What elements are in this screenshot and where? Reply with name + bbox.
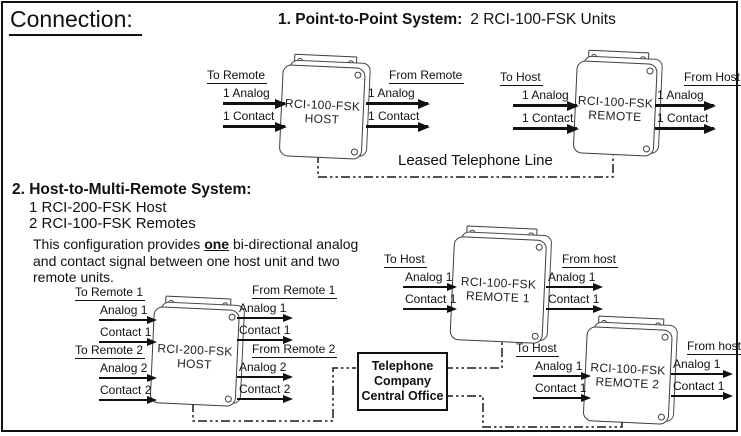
leased-line-label: Leased Telephone Line — [398, 152, 553, 169]
arrow-right-icon — [237, 317, 291, 319]
signal-group-s2-remote2-in — [516, 342, 589, 399]
device-front-panel — [279, 64, 366, 160]
signal-label: Analog 1 — [100, 303, 148, 317]
screw-icon — [536, 244, 543, 251]
signal-group-s2-host-out2 — [237, 342, 336, 400]
arrow-right-icon — [237, 398, 291, 400]
central-office-line3: Central Office — [361, 389, 444, 403]
signal-label: Analog 1 — [673, 357, 721, 371]
device-role: REMOTE 1 — [465, 288, 531, 306]
device-label — [577, 93, 654, 124]
device-rci-100-fsk-remote-2 — [583, 315, 674, 425]
device-role: REMOTE — [588, 107, 642, 124]
arrow-right-icon — [403, 308, 455, 310]
arrow-right-icon — [237, 376, 291, 378]
office-to-remote1-line — [444, 339, 502, 368]
device-model: RCI-100-FSK — [460, 274, 537, 292]
device-front-panel — [449, 236, 547, 344]
arrow-right-icon — [403, 286, 455, 288]
arrow-right-icon — [513, 104, 577, 107]
signal-group-header: To Host — [384, 252, 425, 266]
device-model: RCI-200-FSK — [157, 340, 234, 359]
signal-label: 1 Contact — [223, 109, 275, 123]
signal-label: 1 Contact — [368, 109, 420, 123]
device-front-panel — [150, 306, 240, 407]
arrow-right-icon — [99, 399, 155, 401]
arrow-right-icon — [99, 377, 155, 379]
signal-group-header: From Remote 2 — [252, 342, 336, 356]
signal-label: Analog 2 — [239, 360, 287, 374]
signal-label: Analog 1 — [548, 270, 596, 284]
signal-group-s2-remote1-out — [546, 252, 617, 310]
device-label — [589, 360, 666, 391]
device-rci-100-fsk-remote — [573, 49, 659, 157]
device-model: RCI-100-FSK — [284, 96, 361, 114]
signal-group-s1-remote-out — [655, 70, 741, 130]
signal-group-s1-host-out — [366, 68, 463, 128]
arrow-right-icon — [671, 395, 731, 397]
signal-group-s2-remote1-in — [384, 253, 455, 310]
central-office-line1: Telephone — [371, 359, 434, 373]
signal-group-header: From Remote 1 — [252, 283, 336, 297]
section1-heading-bold: 1. Point-to-Point System: — [278, 11, 463, 28]
signal-label: Analog 2 — [100, 361, 148, 375]
signal-label: Contact 1 — [673, 379, 725, 393]
arrow-right-icon — [546, 308, 601, 310]
arrow-right-icon — [99, 319, 155, 321]
screw-icon — [351, 148, 358, 155]
signal-group-s2-host-in1 — [75, 286, 155, 343]
arrow-right-icon — [513, 127, 577, 130]
section2-description — [33, 236, 378, 286]
section2-subline1: 1 RCI-200-FSK Host — [29, 199, 167, 216]
central-office-line2: Company — [374, 374, 431, 388]
signal-group-header: To Host — [500, 70, 541, 84]
arrow-right-icon — [655, 127, 714, 130]
device-rci-100-fsk-remote-1 — [449, 225, 547, 344]
device-label — [460, 274, 537, 305]
signal-group-header: To Remote — [207, 68, 266, 82]
screw-icon — [658, 413, 665, 420]
section1-heading-normal: 2 RCI-100-FSK Units — [470, 11, 616, 28]
signal-label: 1 Contact — [522, 111, 574, 125]
device-label — [156, 341, 233, 372]
arrow-right-icon — [533, 375, 589, 377]
signal-label: 1 Analog — [522, 88, 569, 102]
signal-label: Contact 1 — [548, 292, 600, 306]
signal-label: Contact 1 — [100, 325, 152, 339]
signal-label: 1 Analog — [657, 88, 704, 102]
central-office-box — [357, 352, 448, 411]
device-front-panel — [583, 326, 673, 425]
section1-heading — [278, 11, 616, 29]
page-title: Connection: — [9, 6, 142, 36]
signal-group-header: To Remote 1 — [75, 285, 144, 299]
arrow-right-icon — [655, 104, 714, 107]
screw-icon — [228, 313, 235, 320]
signal-label: Analog 1 — [239, 301, 287, 315]
arrow-right-icon — [223, 125, 285, 128]
signal-label: Contact 1 — [405, 292, 457, 306]
device-rci-200-fsk-host — [150, 295, 241, 407]
signal-label: Analog 1 — [535, 359, 583, 373]
signal-group-header: From Host — [684, 70, 741, 84]
screw-icon — [532, 333, 539, 340]
arrow-right-icon — [671, 373, 731, 375]
device-role: HOST — [176, 355, 212, 372]
signal-label: Contact 2 — [100, 383, 152, 397]
device-model: RCI-100-FSK — [590, 359, 667, 378]
screw-icon — [661, 333, 668, 340]
screw-icon — [643, 145, 650, 152]
signal-label: 1 Contact — [657, 111, 709, 125]
arrow-right-icon — [366, 125, 428, 128]
description-emphasis: one — [204, 236, 230, 252]
arrow-right-icon — [366, 102, 428, 105]
signal-group-s2-host-out1 — [237, 283, 336, 341]
signal-group-s2-remote2-out — [671, 339, 741, 397]
section2-heading: 2. Host-to-Multi-Remote System: — [12, 181, 252, 198]
signal-group-header: To Host — [516, 341, 557, 355]
signal-group-header: From host — [687, 340, 741, 355]
signal-group-header: From host — [562, 252, 617, 266]
signal-group-s1-remote-in — [500, 71, 577, 130]
description-post: bi-directional analog and contact signal between one host unit and two remote units. — [33, 236, 359, 285]
device-rci-100-fsk-host — [279, 53, 367, 160]
arrow-right-icon — [546, 286, 601, 288]
signal-label: 1 Analog — [223, 86, 270, 100]
device-role: HOST — [304, 111, 340, 127]
signal-label: Contact 1 — [535, 381, 587, 395]
signal-group-s1-host-in — [207, 69, 285, 128]
signal-label: 1 Analog — [368, 86, 415, 100]
arrow-right-icon — [237, 339, 291, 341]
device-label — [284, 96, 361, 127]
screw-icon — [646, 67, 653, 74]
signal-group-header: To Remote 2 — [75, 343, 144, 357]
device-front-panel — [573, 60, 658, 157]
arrow-right-icon — [533, 397, 589, 399]
device-model: RCI-100-FSK — [577, 92, 654, 111]
signal-label: Contact 1 — [239, 323, 291, 337]
screw-icon — [225, 395, 232, 402]
device-role: REMOTE 2 — [595, 374, 660, 391]
section2-subline2: 2 RCI-100-FSK Remotes — [29, 215, 196, 232]
signal-group-s2-host-in2 — [75, 344, 155, 401]
screw-icon — [354, 71, 361, 78]
arrow-right-icon — [223, 102, 285, 105]
description-pre: This configuration provides — [33, 236, 205, 252]
signal-group-header: From Remote — [389, 68, 463, 82]
signal-label: Contact 2 — [239, 382, 291, 396]
signal-label: Analog 1 — [405, 270, 453, 284]
